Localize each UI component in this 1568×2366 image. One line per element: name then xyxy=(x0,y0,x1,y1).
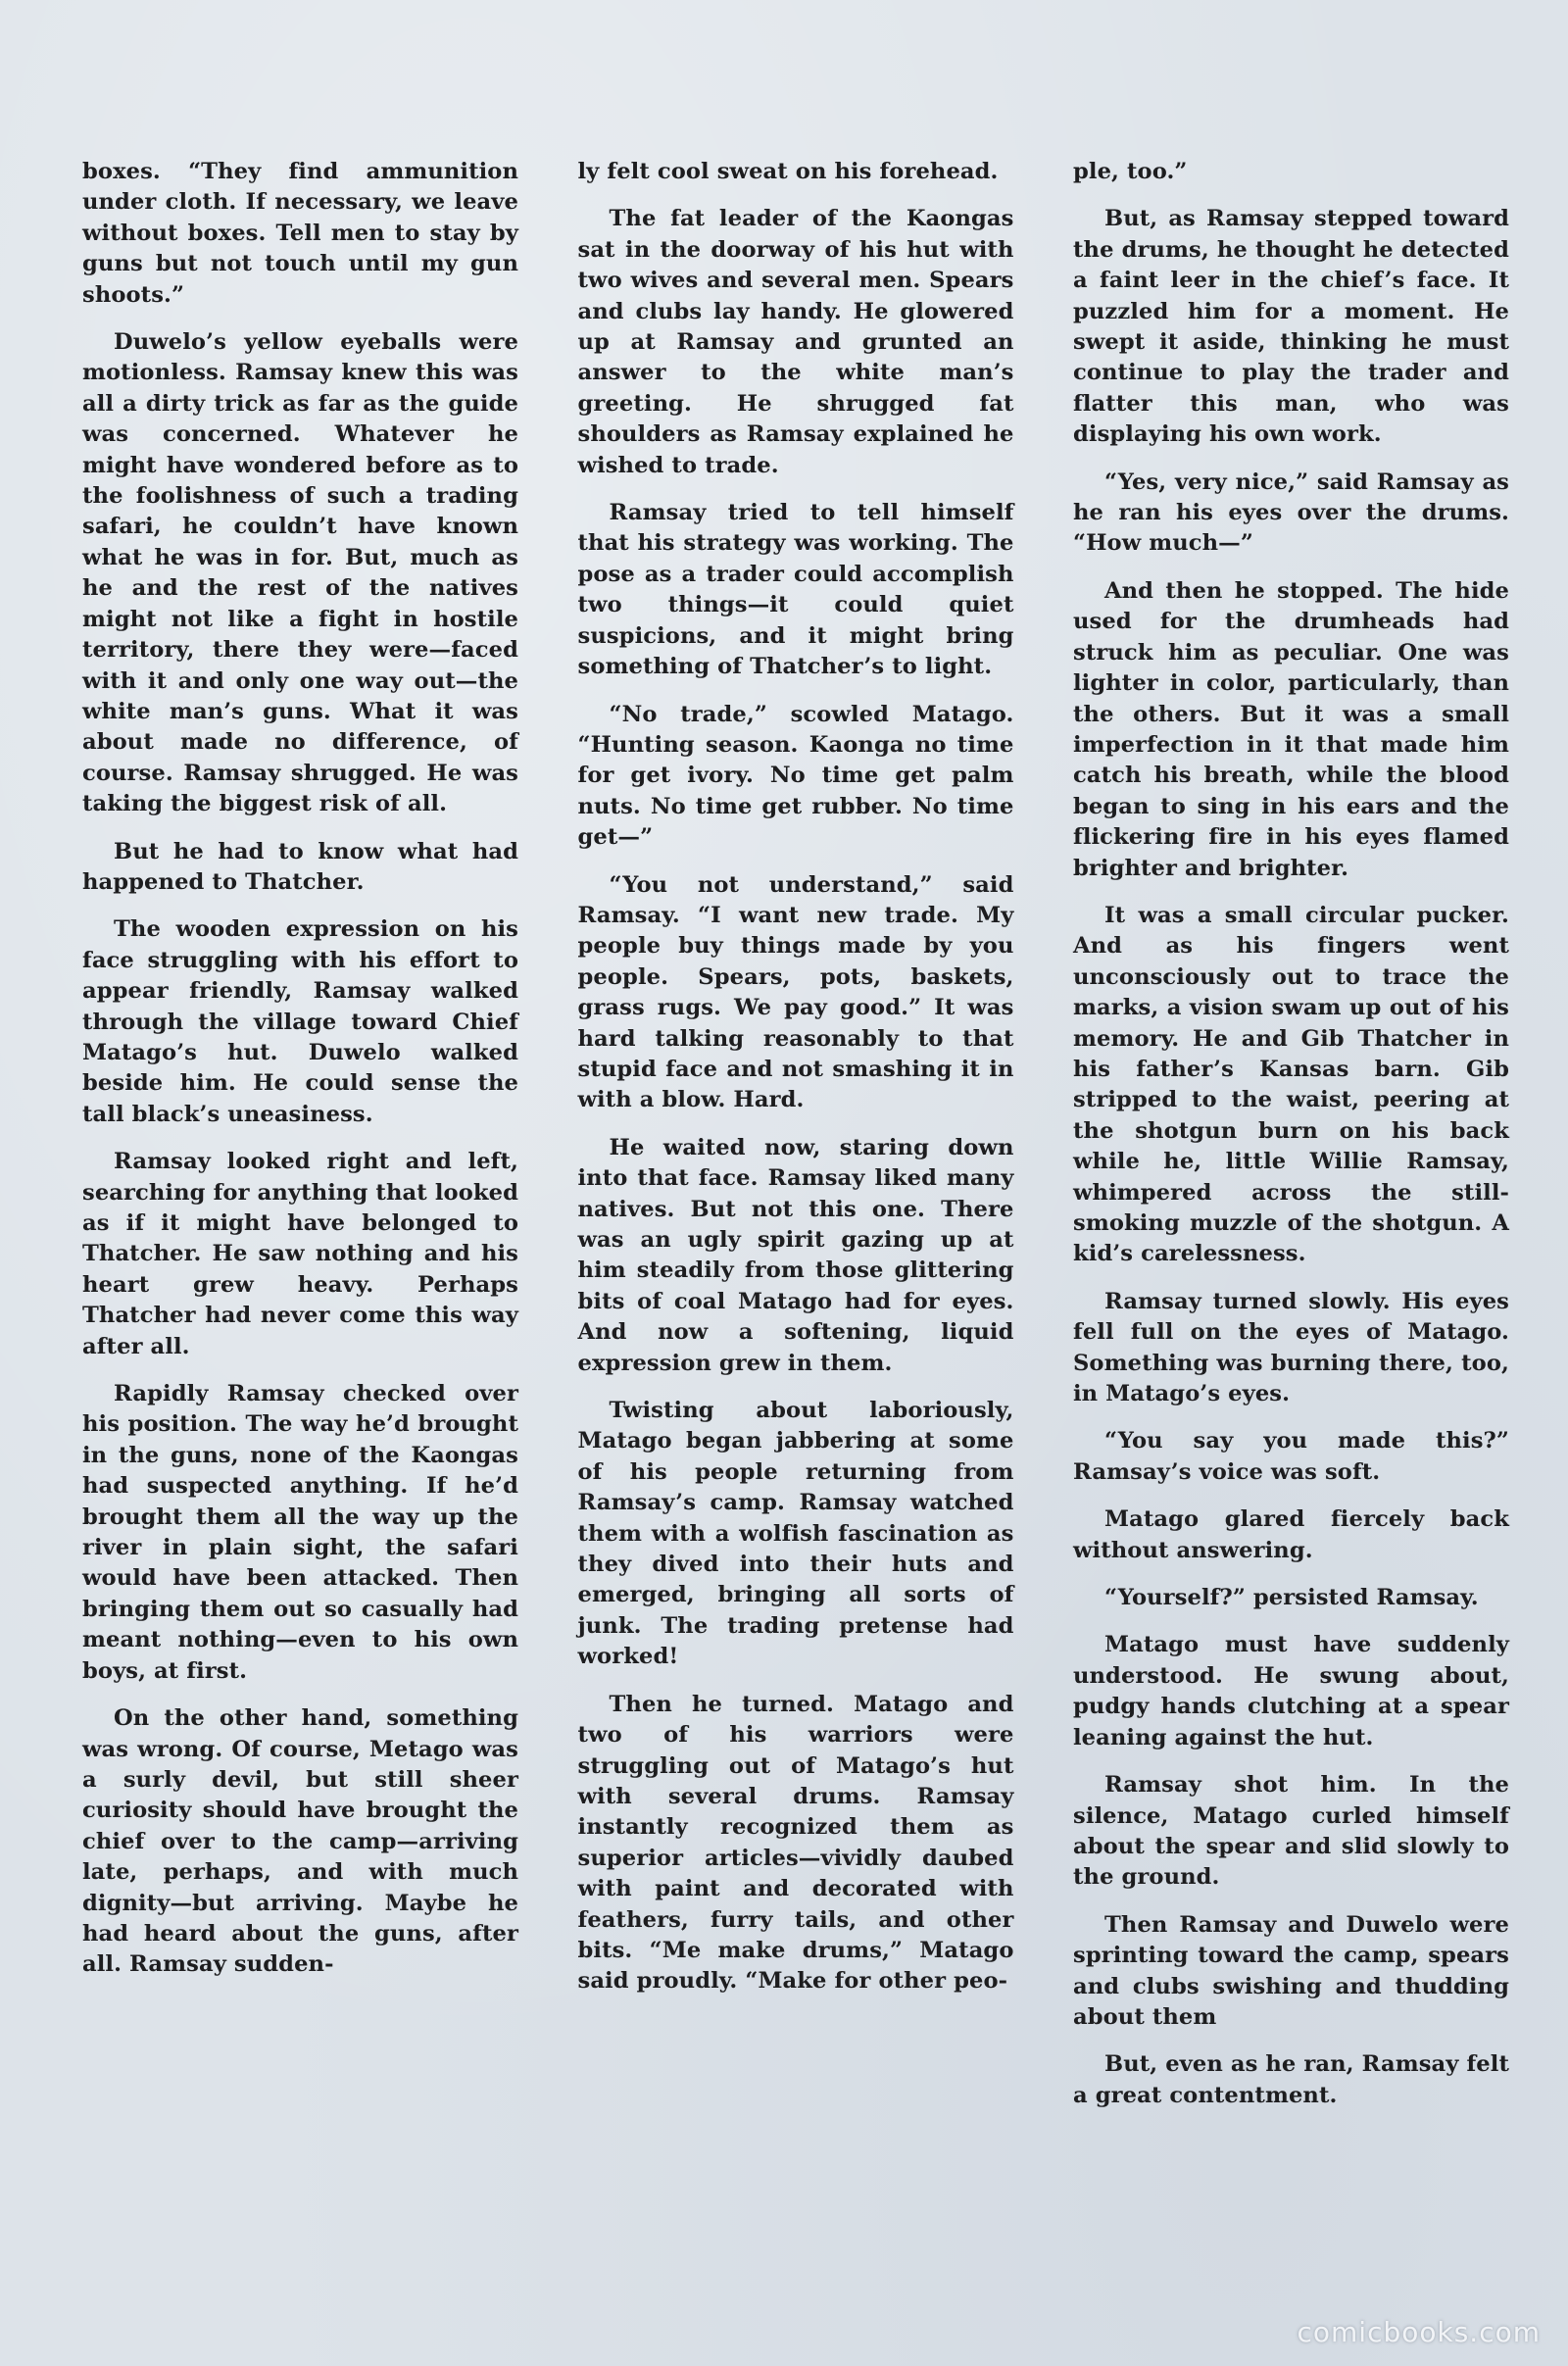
paragraph: boxes. “They find ammunition under cloth. If necessary, we leave without boxes. Tell men to stay by guns but not touch until my gun shoots.” xyxy=(82,159,518,308)
paragraph: “Yourself?” persisted Ramsay. xyxy=(1104,1585,1479,1611)
paragraph: Ramsay shot him. In the silence, Matago curled himself about the spear and slid slowly to the ground. xyxy=(1073,1772,1509,1891)
paragraph: The fat leader of the Kaongas sat in the doorway of his hut with two wives and several men. Spears and clubs lay handy. He glowered up at Ramsay and grunted an answer to the white man’s greeting. He shrugged fat shoulders as Ramsay explained he wished to trade. xyxy=(577,206,1014,478)
paragraph: Ramsay turned slowly. His eyes fell full on the eyes of Matago. Something was burning there, too, in Matago’s eyes. xyxy=(1073,1288,1509,1407)
paragraph: Then he turned. Matago and two of his warriors were struggling out of Matago’s hut with several drums. Ramsay instantly recognized them as superior articles—vividly daubed with paint and decorated with feathers, furry tails, and other bits. “Me make drums,” Matago said proudly. “Make for other peo- xyxy=(577,1691,1014,1995)
paragraph: Then Ramsay and Duwelo were sprinting toward the camp, spears and clubs swishing and thudding about them xyxy=(1073,1911,1509,2030)
paragraph: “You say you made this?” Ramsay’s voice was soft. xyxy=(1073,1428,1509,1485)
paragraph: He waited now, staring down into that face. Ramsay liked many natives. But not this one. There was an ugly spirit gazing up at him steadily from those glittering bits of coal Matago had for eyes. And now a softening, liquid expression grew in them. xyxy=(577,1134,1014,1376)
paragraph: Twisting about laboriously, Matago began jabbering at some of his people returning from Ramsay’s camp. Ramsay watched them with a wolfish fascination as they dived into their huts and emerged, bringing all sorts of junk. The trading pretense had worked! xyxy=(577,1398,1014,1670)
paragraph: “No trade,” scowled Matago. “Hunting season. Kaonga no time for get ivory. No time get palm nuts. No time get rubber. No time get—” xyxy=(577,701,1014,851)
column-3 xyxy=(1073,157,1509,2146)
paragraph: On the other hand, something was wrong. Of course, Metago was a surly devil, but still sheer curiosity should have brought the chief over to the camp—arriving late, perhaps, and with much dignity—but arriving. Maybe he had heard about the guns, after all. Ramsay sudden- xyxy=(82,1705,518,1978)
text-columns xyxy=(82,157,1509,2146)
paragraph: It was a small circular pucker. And as his fingers went unconsciously out to trace the marks, a vision swam up out of his memory. He and Gib Thatcher in his father’s Kansas barn. Gib stripped to the waist, peering at the shotgun burn on his back while he, little Willie Ramsay, whimpered across the still-smoking muzzle of the shotgun. A kid’s carelessness. xyxy=(1073,902,1509,1267)
paragraph: ly felt cool sweat on his forehead. xyxy=(577,159,999,184)
watermark: comicbooks.com xyxy=(1297,2316,1541,2348)
paragraph: But, as Ramsay stepped toward the drums, he thought he detected a faint leer in the chief’s face. It puzzled him for a moment. He swept it aside, thinking he must continue to play the trader and flatter this man, who was displaying his own work. xyxy=(1073,206,1509,448)
paragraph: Ramsay tried to tell himself that his strategy was working. The pose as a trader could accomplish two things—it could quiet suspicions, and it might bring something of Thatcher’s to light. xyxy=(577,500,1014,680)
paragraph: Rapidly Ramsay checked over his position. The way he’d brought in the guns, none of the Kaongas had suspected anything. If he’d brought them all the way up the river in plain sight, the safari would have been attacked. Then bringing them out so casually had meant nothing—even to his own boys, at first. xyxy=(82,1381,518,1684)
column-2 xyxy=(578,157,1014,2146)
paragraph: The wooden expression on his face struggling with his effort to appear friendly, Ramsay walked through the village toward Chief Matago’s hut. Duwelo walked beside him. He could sense the tall black’s uneasiness. xyxy=(82,916,518,1127)
column-1 xyxy=(82,157,518,2146)
paragraph: Matago must have suddenly understood. He swung about, pudgy hands clutching at a spear leaning against the hut. xyxy=(1073,1632,1509,1750)
paragraph: And then he stopped. The hide used for the drumheads had struck him as peculiar. One was lighter in color, particularly, than the others. But it was a small imperfection in it that made him catch his breath, while the blood began to sing in his ears and the flickering fire in his eyes flamed brighter and brighter. xyxy=(1073,577,1509,881)
paragraph: But he had to know what had happened to Thatcher. xyxy=(82,838,518,895)
paragraph: Duwelo’s yellow eyeballs were motionless. Ramsay knew this was all a dirty trick as far as the guide was concerned. Whatever he might have wondered before as to the foolishness of such a trading safari, he couldn’t have known what he was in for. But, much as he and the rest of the natives might not like a fight in hostile territory, there they were—faced with it and only one way out—the white man’s guns. What it was about made no difference, of course. Ramsay shrugged. He was taking the biggest risk of all. xyxy=(82,329,518,817)
paragraph: ple, too.” xyxy=(1073,159,1188,184)
paragraph: “Yes, very nice,” said Ramsay as he ran his eyes over the drums. “How much—” xyxy=(1073,468,1509,557)
paragraph: “You not understand,” said Ramsay. “I want new trade. My people buy things made by you people. Spears, pots, baskets, grass rugs. We pay good.” It was hard talking reasonably to that stupid face and not smashing it in with a blow. Hard. xyxy=(577,871,1014,1113)
paragraph: Matago glared fiercely back without answering. xyxy=(1073,1506,1509,1563)
paragraph: But, even as he ran, Ramsay felt a great contentment. xyxy=(1073,2051,1509,2108)
paragraph: Ramsay looked right and left, searching for anything that looked as if it might have belonged to Thatcher. He saw nothing and his heart grew heavy. Perhaps Thatcher had never come this way after all. xyxy=(82,1149,518,1359)
